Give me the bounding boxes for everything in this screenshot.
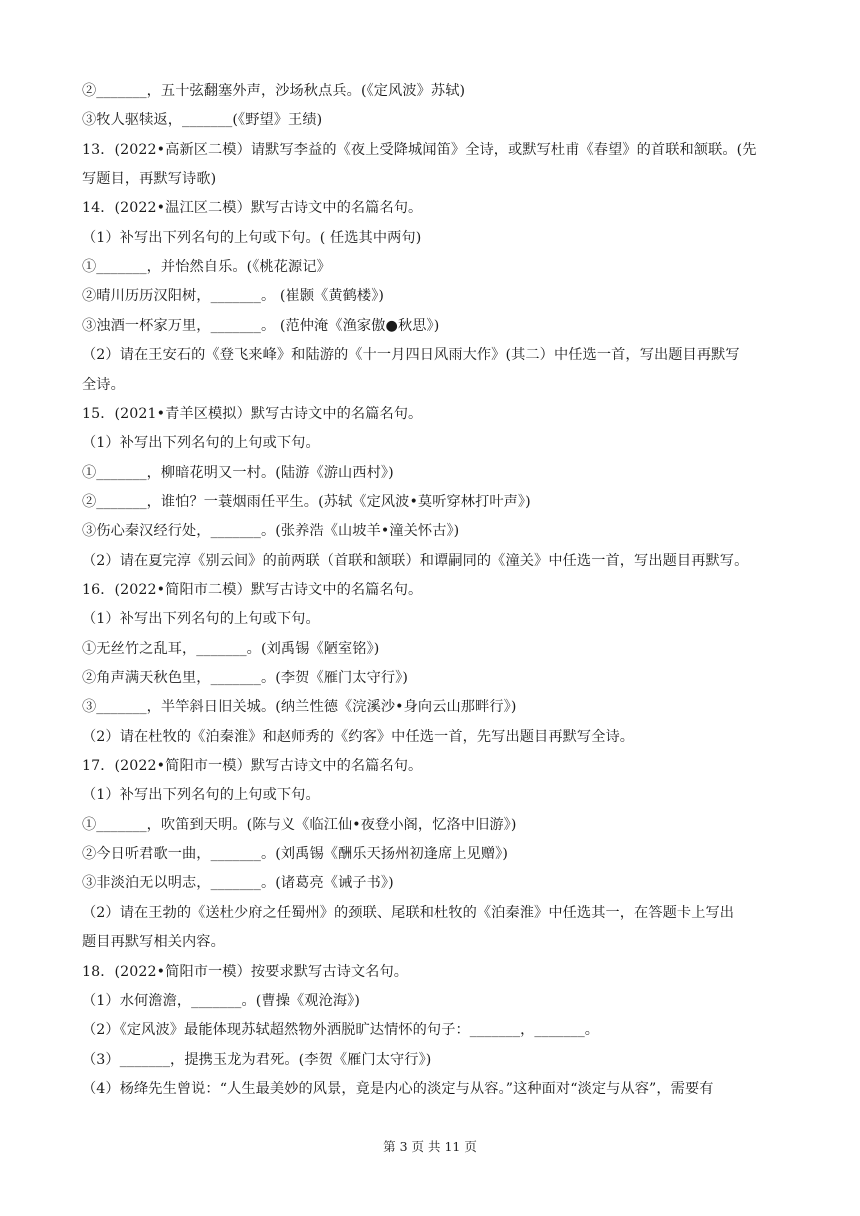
text-line: 17．(2022•简阳市一模）默写古诗文中的名篇名句。 [82,758,423,775]
text-line: ②晴川历历汉阳树，_______。 (崔颢《黄鹤楼》) [82,288,385,305]
text-line: 15．(2021•青羊区模拟）默写古诗文中的名篇名句。 [82,405,423,422]
text-line: （4）杨绛先生曾说：“人生最美妙的风景，竟是内心的淡定与从容。”这种面对“淡定与从容”，需要有 [82,1080,714,1097]
text-line: （1）补写出下列名句的上句或下句。 [82,435,320,452]
text-line: 13．(2022•高新区二模）请默写李益的《夜上受降城闻笛》全诗，或默写杜甫《春望》的首联和颔联。(先 [82,141,757,158]
text-line: （2）请在王安石的《登飞来峰》和陆游的《十一月四日风雨大作》(其二）中任选一首，写出题目再默写 [82,347,740,364]
text-line: 题目再默写相关内容。 [82,934,225,951]
text-line: ③牧人驱犊返，_______(《野望》王绩) [82,112,323,129]
page-footer: 第 3 页 共 11 页 [383,1139,477,1154]
text-line: ①_______，柳暗花明又一村。(陆游《游山西村》) [82,464,394,481]
text-line: ①_______，并怡然自乐。(《桃花源记》 [82,259,331,276]
text-line: 16．(2022•简阳市二模）默写古诗文中的名篇名句。 [82,581,423,598]
text-line: ③伤心秦汉经行处，_______。(张养浩《山坡羊•潼关怀古》) [82,523,460,540]
text-line: ①无丝竹之乱耳，_______。(刘禹锡《陋室铭》) [82,640,380,657]
text-line: ②_______，谁怕？一蓑烟雨任平生。(苏轼《定风波•莫听穿林打叶声》) [82,493,531,510]
text-line: （3）_______，提携玉龙为君死。(李贺《雁门太守行》) [82,1051,432,1068]
text-line: ③非淡泊无以明志，_______。(诸葛亮《诫子书》) [82,875,394,892]
text-line: （1）水何澹澹，_______。(曹操《观沧海》) [82,992,360,1009]
text-line: 14．(2022•温江区二模）默写古诗文中的名篇名句。 [82,200,423,217]
text-line: （2）请在王勃的《送杜少府之任蜀州》的颈联、尾联和杜牧的《泊秦淮》中任选其一，在答题卡上写出 [82,904,735,921]
text-line: 18．(2022•简阳市一模）按要求默写古诗文名句。 [82,963,409,980]
text-line: （1）补写出下列名句的上句或下句。 [82,611,320,628]
text-line: ③浊酒一杯家万里，_______。 (范仲淹《渔家傲●秋思》) [82,317,440,334]
text-line: ③_______，半竿斜日旧关城。(纳兰性德《浣溪沙•身向云山那畔行》) [82,699,517,716]
text-line: ①_______，吹笛到天明。(陈与义《临江仙•夜登小阁，忆洛中旧游》) [82,816,517,833]
text-line: （2）请在杜牧的《泊秦淮》和赵师秀的《约客》中任选一首，先写出题目再默写全诗。 [82,728,635,745]
text-line: （1）补写出下列名句的上句或下句。( 任选其中两句) [82,229,422,246]
text-line: 写题目，再默写诗歌) [82,171,217,188]
text-line: ②_______，五十弦翻塞外声，沙场秋点兵。(《定风波》苏轼) [82,83,466,99]
text-line: ②今日听君歌一曲，_______。(刘禹锡《酬乐天扬州初逢席上见赠》) [82,846,509,863]
text-line: ②角声满天秋色里，_______。(李贺《雁门太守行》) [82,670,408,686]
text-line: 全诗。 [82,376,125,393]
text-line: （2）请在夏完淳《别云间》的前两联（首联和颔联）和谭嗣同的《潼关》中任选一首，写出题目再默写。 [82,552,749,569]
text-line: （1）补写出下列名句的上句或下句。 [82,787,320,804]
text-line: （2）《定风波》最能体现苏轼超然物外洒脱旷达情怀的句子：_______，_______。 [82,1022,600,1039]
